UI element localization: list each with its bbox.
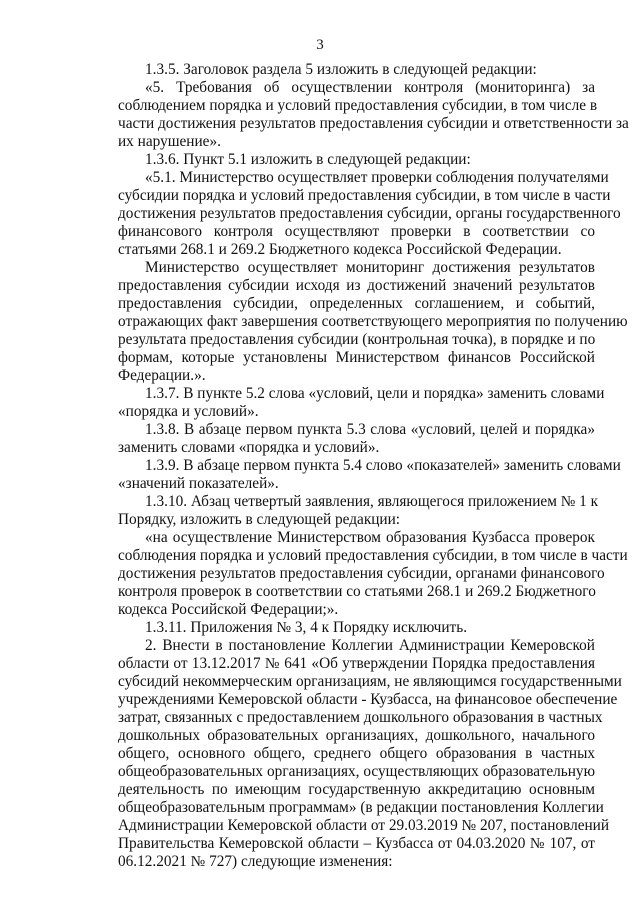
text-line: 1.3.7. В пункте 5.2 слова «условий, цели и порядка» заменить словами xyxy=(145,385,605,402)
text-line: достижения результатов предоставления субсидии, органы государственного xyxy=(118,205,621,222)
text-line: «порядка и условий». xyxy=(118,403,259,420)
text-line: соблюдения порядка и условий предоставления субсидии, в том числе в части xyxy=(118,547,628,564)
text-line: заменить словами «порядка и условий». xyxy=(118,439,380,456)
text-line: «значений показателей». xyxy=(118,475,279,492)
text-line: отражающих факт завершения соответствующего мероприятия по получению xyxy=(118,313,628,330)
text-line: контроля проверок в соответствии со статьями 268.1 и 269.2 Бюджетного xyxy=(118,583,596,600)
text-line: 06.12.2021 № 727) следующие изменения: xyxy=(118,853,393,870)
text-line: 1.3.10. Абзац четвертый заявления, являющегося приложением № 1 к xyxy=(145,493,599,510)
text-line: предоставления субсидии исходя из достижений значений результатов xyxy=(118,277,595,294)
text-line: формам, которые установлены Министерством финансов Российской xyxy=(118,349,595,366)
text-line: общеобразовательных организациях, осуществляющих образовательную xyxy=(118,763,595,780)
text-line: субсидии порядка и условий предоставления субсидии, в том числе в части xyxy=(118,187,611,204)
text-line: соблюдением порядка и условий предоставления субсидии, в том числе в xyxy=(118,97,598,114)
text-line: области от 13.12.2017 № 641 «Об утверждении Порядка предоставления xyxy=(118,655,595,672)
text-line: финансового контроля осуществляют проверки в соответствии со xyxy=(118,223,595,240)
text-line: общего, основного общего, среднего общего образования в частных xyxy=(118,745,595,762)
text-line: Администрации Кемеровской области от 29.03.2019 № 207, постановлений xyxy=(118,817,610,834)
text-line: общеобразовательным программам» (в редакции постановления Коллегии xyxy=(118,799,604,816)
text-line: результата предоставления субсидии (контрольная точка), в порядке и по xyxy=(118,331,596,348)
text-line: Министерство осуществляет мониторинг достижения результатов xyxy=(145,259,595,276)
text-line: деятельность по имеющим государственную аккредитацию основным xyxy=(118,781,595,798)
text-line: 1.3.5. Заголовок раздела 5 изложить в следующей редакции: xyxy=(145,61,537,78)
text-line: «5. Требования об осуществлении контроля (мониторинга) за xyxy=(145,79,595,96)
text-line: статьями 268.1 и 269.2 Бюджетного кодекса Российской Федерации. xyxy=(118,241,562,258)
text-line: 2. Внести в постановление Коллегии Администрации Кемеровской xyxy=(145,637,595,654)
text-line: учреждениями Кемеровской области - Кузбасса, на финансовое обеспечение xyxy=(118,691,618,708)
text-line: части достижения результатов предоставления субсидии и ответственности за xyxy=(118,115,629,132)
text-line: 1.3.6. Пункт 5.1 изложить в следующей редакции: xyxy=(145,151,471,168)
text-line: Федерации.». xyxy=(118,367,206,384)
text-line: Порядку, изложить в следующей редакции: xyxy=(118,511,401,528)
text-line: «на осуществление Министерством образования Кузбасса проверок xyxy=(145,529,595,546)
text-line: Правительства Кемеровской области – Кузбасса от 04.03.2020 № 107, от xyxy=(118,835,595,852)
text-line: их нарушение». xyxy=(118,133,221,150)
page-number: 3 xyxy=(316,37,324,53)
text-line: достижения результатов предоставления субсидии, органами финансового xyxy=(118,565,605,582)
text-line: 1.3.9. В абзаце первом пункта 5.4 слово «показателей» заменить словами xyxy=(145,457,621,474)
text-line: предоставления субсидии, определенных соглашением, и событий, xyxy=(118,295,595,312)
text-line: «5.1. Министерство осуществляет проверки соблюдения получателями xyxy=(145,169,609,186)
text-line: затрат, связанных с предоставлением дошкольного образования в частных xyxy=(118,709,603,726)
text-line: 1.3.11. Приложения № 3, 4 к Порядку исключить. xyxy=(145,619,468,636)
text-line: кодекса Российской Федерации;». xyxy=(118,601,339,618)
text-line: 1.3.8. В абзаце первом пункта 5.3 слова «условий, целей и порядка» xyxy=(145,421,595,438)
text-line: дошкольных образовательных организациях, дошкольного, начального xyxy=(118,727,595,744)
text-line: субсидий некоммерческим организациям, не являющимся государственными xyxy=(118,673,622,690)
